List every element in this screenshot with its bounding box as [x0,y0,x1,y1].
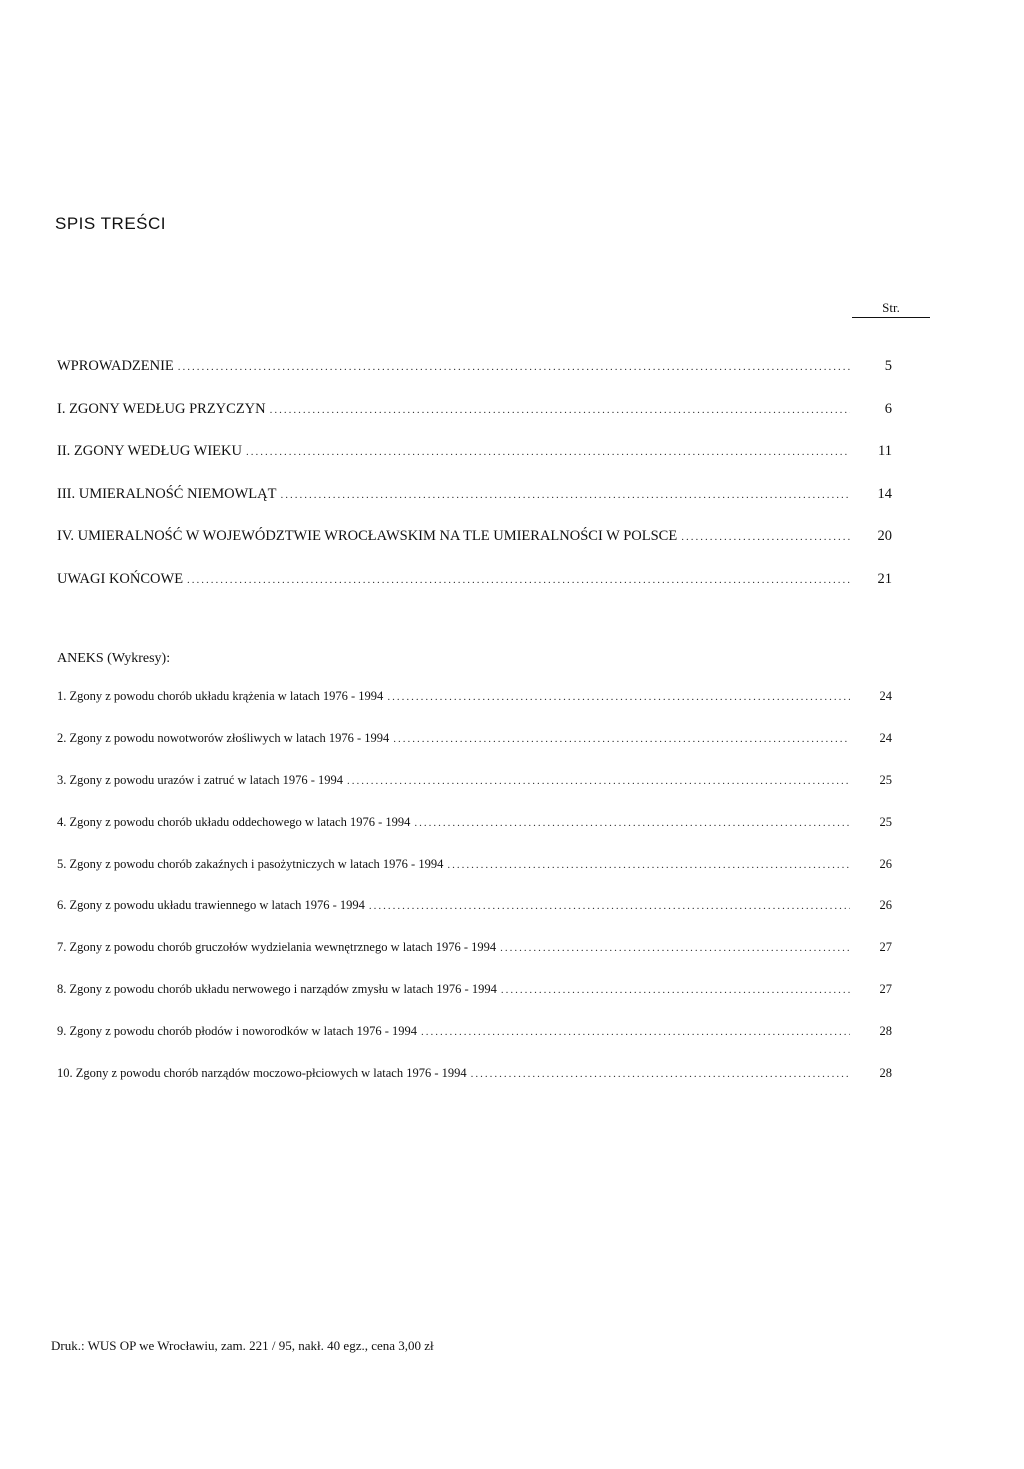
toc-entry-page: 25 [879,772,892,787]
toc-entry-label: 5. Zgony z powodu chorób zakaźnych i pasożytniczych w latach 1976 - 1994 [57,856,444,871]
toc-entry-page: 26 [879,856,892,871]
toc-entry [57,940,892,962]
annex-toc [57,689,892,1088]
toc-entry-label: 6. Zgony z powodu układu trawiennego w latach 1976 - 1994 [57,898,365,913]
toc-entry-page: 26 [879,898,892,913]
leader-dots [501,984,850,996]
leader-dots [178,361,850,373]
toc-entry [57,486,892,508]
main-toc [57,358,892,593]
toc-entry [57,982,892,1004]
toc-entry-page: 21 [877,570,892,587]
toc-entry [57,898,892,920]
leader-dots [393,733,850,745]
leader-dots [421,1026,850,1038]
toc-entry [57,528,892,550]
toc-entry [57,857,892,879]
leader-dots [280,489,850,501]
leader-dots [387,691,850,703]
toc-entry-label: 7. Zgony z powodu chorób gruczołów wydzielania wewnętrznego w latach 1976 - 1994 [57,940,497,955]
toc-entry [57,1066,892,1088]
toc-entry [57,358,892,380]
print-footer: Druk.: WUS OP we Wrocławiu, zam. 221 / 95, nakł. 40 egz., cena 3,00 zł [51,1338,434,1353]
toc-entry-label: 2. Zgony z powodu nowotworów złośliwych w latach 1976 - 1994 [57,730,390,745]
toc-entry-label: 4. Zgony z powodu chorób układu oddechowego w latach 1976 - 1994 [57,814,411,829]
leader-dots [414,817,850,829]
toc-entry [57,1024,892,1046]
toc-entry-label: 9. Zgony z powodu chorób płodów i noworodków w latach 1976 - 1994 [57,1024,418,1039]
toc-entry-page: 28 [879,1024,892,1039]
toc-entry [57,773,892,795]
page-column-header: Str. [852,300,930,318]
toc-entry-label: 3. Zgony z powodu urazów i zatruć w latach 1976 - 1994 [57,772,344,787]
toc-entry-page: 27 [879,982,892,997]
toc-entry-page: 27 [879,940,892,955]
toc-entry-label: 8. Zgony z powodu chorób układu nerwowego i narządów zmysłu w latach 1976 - 1994 [57,982,497,997]
toc-entry-label: II. ZGONY WEDŁUG WIEKU [57,443,242,459]
toc-entry-label: WPROWADZENIE [57,358,174,374]
toc-entry [57,815,892,837]
toc-entry-page: 24 [879,689,892,703]
leader-dots [447,859,850,871]
toc-entry-page: 25 [879,814,892,829]
toc-entry [57,401,892,423]
toc-entry-label: IV. UMIERALNOŚĆ W WOJEWÓDZTWIE WROCŁAWSKIM NA TLE UMIERALNOŚCI W POLSCE [57,528,678,544]
annex-heading: ANEKS (Wykresy): [57,651,171,666]
leader-dots [270,404,850,416]
leader-dots [369,900,850,912]
leader-dots [471,1068,850,1080]
toc-entry-label: I. ZGONY WEDŁUG PRZYCZYN [57,400,266,417]
leader-dots [187,574,850,586]
toc-entry-page: 24 [879,730,892,745]
toc-entry-label: III. UMIERALNOŚĆ NIEMOWLĄT [57,485,277,502]
page-title: SPIS TREŚCI [55,214,166,233]
toc-entry-page: 11 [878,443,892,459]
leader-dots [500,942,850,954]
toc-entry [57,689,892,711]
toc-entry [57,443,892,465]
toc-entry-page: 20 [877,528,892,544]
toc-entry-label: UWAGI KOŃCOWE [57,570,184,587]
leader-dots [246,446,850,458]
toc-entry [57,571,892,593]
leader-dots [681,531,850,543]
leader-dots [347,775,850,787]
toc-entry-page: 5 [884,358,892,374]
toc-entry-label: 10. Zgony z powodu chorób narządów moczowo-płciowych w latach 1976 - 1994 [57,1066,467,1081]
toc-entry-page: 14 [877,485,892,502]
toc-entry [57,731,892,753]
toc-entry-page: 6 [884,400,892,417]
toc-entry-page: 28 [879,1066,892,1081]
toc-entry-label: 1. Zgony z powodu chorób układu krążenia w latach 1976 - 1994 [57,689,384,703]
